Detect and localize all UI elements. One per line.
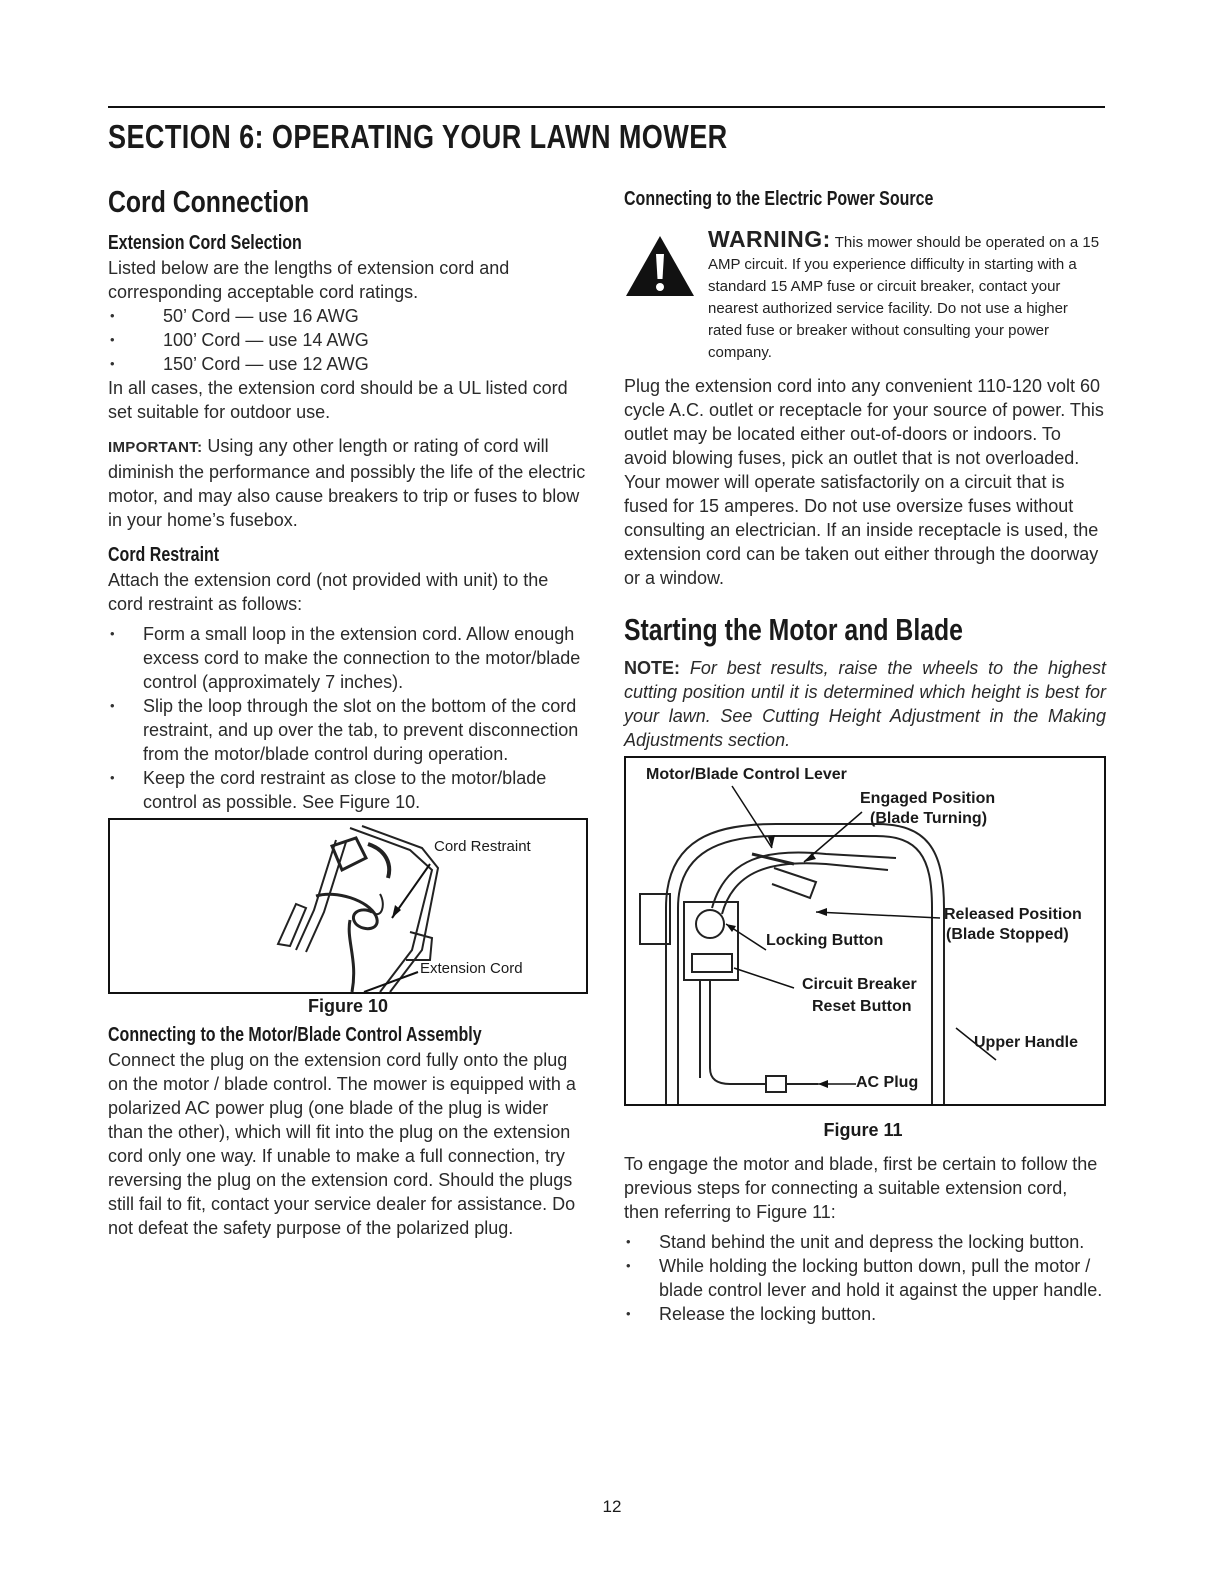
motor-assembly-text: Connect the plug on the extension cord fully onto the plug on the motor / blade control. The mower is equipped with a polarized AC power plug (one blade of the plug is wider than the other), which will fit into the plug on the extension cord only one way. If unable to make a full connection, try reversing the plug on the extension cord. Should the plugs still fail to fit, contact your service dealer for assistance. Do not defeat the safety purpose of the polarized plug. bbox=[108, 1050, 576, 1238]
label-circuit-breaker: Circuit Breaker bbox=[802, 976, 917, 993]
list-item: • While holding the locking button down, pull the motor / blade control lever and hold it against the upper handle. bbox=[624, 1254, 1106, 1302]
starting-heading: Starting the Motor and Blade bbox=[624, 612, 963, 647]
warning-block bbox=[624, 228, 1106, 364]
important-text: Using any other length or rating of cord will diminish the performance and possibly the life of the electric motor, and may also cause breakers to trip or fuses to blow in your home’s fusebox. bbox=[108, 436, 586, 530]
engage-intro: To engage the motor and blade, first be certain to follow the previous steps for connecting a suitable extension cord, then referring to Figure 11: bbox=[624, 1154, 1098, 1222]
extension-intro: Listed below are the lengths of extension cord and corresponding acceptable cord ratings. bbox=[108, 258, 510, 302]
list-item: • Form a small loop in the extension cord. Allow enough excess cord to make the connection to the motor/blade control (approximately 7 inches). bbox=[108, 622, 588, 694]
top-rule bbox=[108, 106, 1105, 108]
motor-assembly-heading: Connecting to the Motor/Blade Control Assembly bbox=[108, 1024, 482, 1046]
cord-connection-heading: Cord Connection bbox=[108, 184, 310, 219]
label-cord-restraint: Cord Restraint bbox=[434, 838, 531, 855]
list-item: • Release the locking button. bbox=[624, 1302, 1106, 1326]
label-locking-button: Locking Button bbox=[766, 932, 884, 949]
label-upper-handle: Upper Handle bbox=[974, 1034, 1079, 1051]
power-source-heading: Connecting to the Electric Power Source bbox=[624, 188, 934, 210]
cord-rating-list bbox=[108, 304, 588, 376]
label-control-lever: Motor/Blade Control Lever bbox=[646, 766, 847, 783]
note-label: NOTE: bbox=[624, 658, 680, 678]
figure-11 bbox=[624, 756, 1106, 1106]
list-item: • 100’ Cord — use 14 AWG bbox=[108, 328, 588, 352]
list-item: • 150’ Cord — use 12 AWG bbox=[108, 352, 588, 376]
label-engaged: Engaged Position bbox=[860, 790, 996, 807]
left-column bbox=[108, 182, 588, 1240]
right-column bbox=[624, 182, 1106, 1326]
engage-steps bbox=[624, 1230, 1106, 1326]
important-label: IMPORTANT: bbox=[108, 439, 203, 456]
figure-11-caption: Figure 11 bbox=[823, 1120, 903, 1140]
list-item: • Keep the cord restraint as close to the motor/blade control as possible. See Figure 10. bbox=[108, 766, 588, 814]
list-item: • Slip the loop through the slot on the bottom of the cord restraint, and up over the tab, to prevent disconnection from the motor/blade control during operation. bbox=[108, 694, 588, 766]
warning-word: WARNING: bbox=[708, 226, 831, 252]
warning-text-block bbox=[708, 228, 1106, 364]
label-ac-plug: AC Plug bbox=[856, 1074, 919, 1091]
note-paragraph bbox=[624, 656, 1106, 752]
section-title: SECTION 6: OPERATING YOUR LAWN MOWER bbox=[108, 118, 728, 155]
warning-text: This mower should be operated on a 15 AMP circuit. If you experience difficulty in starting with a standard 15 AMP fuse or circuit breaker, contact your nearest authorized service facility. Do not use a higher rated fuse or breaker without consulting your power company. bbox=[708, 234, 1100, 361]
list-item: • 50’ Cord — use 16 AWG bbox=[108, 304, 588, 328]
cord-restraint-heading: Cord Restraint bbox=[108, 544, 220, 566]
ul-listed-text: In all cases, the extension cord should be a UL listed cord set suitable for outdoor use. bbox=[108, 378, 568, 422]
important-paragraph bbox=[108, 434, 588, 532]
warning-triangle-icon bbox=[624, 234, 696, 298]
label-engaged-sub: (Blade Turning) bbox=[870, 810, 988, 827]
note-text: For best results, raise the wheels to the highest cutting position until it is determined which height is best for your lawn. See Cutting Height Adjustment in the Making Adjustments section. bbox=[624, 658, 1106, 750]
restraint-intro: Attach the extension cord (not provided with unit) to the cord restraint as follows: bbox=[108, 570, 549, 614]
extension-cord-selection-heading: Extension Cord Selection bbox=[108, 232, 302, 254]
label-released: Released Position bbox=[944, 906, 1082, 923]
plug-paragraph: Plug the extension cord into any convenient 110-120 volt 60 cycle A.C. outlet or receptacle for your source of power. This outlet may be located either out-of-doors or indoors. To avoid blowing fuses, pick an outlet that is not overloaded. Your mower will operate satisfactorily on a circuit that is fused for 15 amperes. Do not use oversize fuses without consulting an electrician. If an inside receptacle is used, the extension cord can be taken out either through the doorway or a window. bbox=[624, 376, 1104, 588]
list-item: • Stand behind the unit and depress the locking button. bbox=[624, 1230, 1106, 1254]
page-number: 12 bbox=[602, 1497, 622, 1516]
restraint-steps bbox=[108, 622, 588, 814]
figure-10-caption: Figure 10 bbox=[307, 996, 389, 1016]
figure-10 bbox=[108, 818, 588, 994]
label-released-sub: (Blade Stopped) bbox=[946, 926, 1069, 943]
label-reset-button: Reset Button bbox=[812, 998, 912, 1015]
label-extension-cord: Extension Cord bbox=[420, 960, 523, 977]
